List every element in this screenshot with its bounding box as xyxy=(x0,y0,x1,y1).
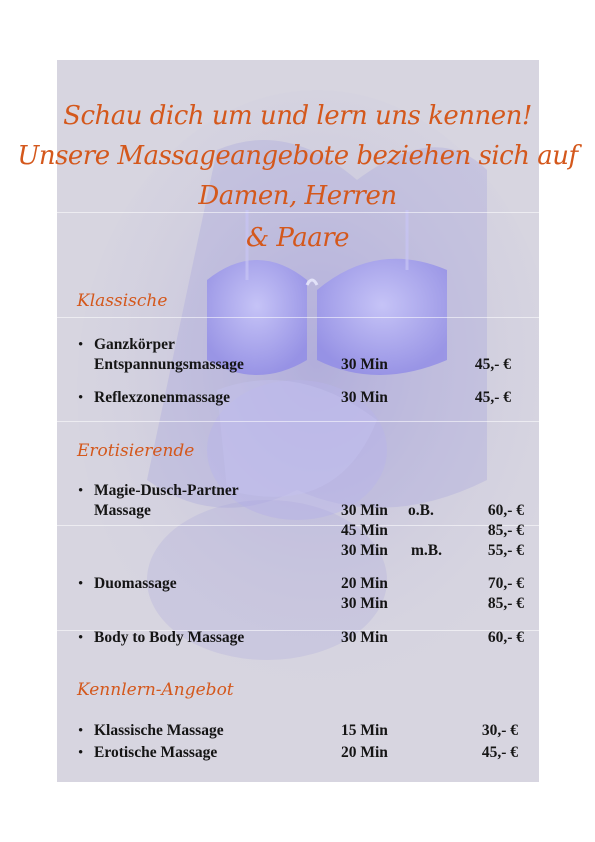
heading-line-1: Schau dich um und lern uns kennen! xyxy=(63,101,532,131)
item-duration: 15 Min xyxy=(341,722,388,739)
heading-line-3: Damen, Herren xyxy=(198,181,397,211)
item-price: 70,- € xyxy=(487,575,524,592)
item-name: Erotische Massage xyxy=(94,744,218,761)
item-note: o.B. xyxy=(408,502,434,519)
item-name: Magie-Dusch-Partner xyxy=(94,482,239,499)
divider xyxy=(57,421,539,422)
bullet-icon: • xyxy=(78,723,84,739)
item-price: 60,- € xyxy=(487,502,524,519)
item-duration: 30 Min xyxy=(341,595,388,612)
item-price: 85,- € xyxy=(487,522,524,539)
heading-line-2: Unsere Massageangebote beziehen sich auf xyxy=(17,141,578,171)
bullet-icon: • xyxy=(78,630,84,646)
item-duration: 30 Min xyxy=(341,542,388,559)
item-duration: 30 Min xyxy=(341,389,388,406)
divider xyxy=(57,212,539,213)
item-name: Body to Body Massage xyxy=(94,629,245,646)
item-name: Ganzkörper xyxy=(94,336,175,353)
item-price: 45,- € xyxy=(474,389,511,406)
item-name-cont: Entspannungsmassage xyxy=(94,356,244,373)
item-duration: 30 Min xyxy=(341,356,388,373)
item-price: 45,- € xyxy=(474,356,511,373)
item-name: Reflexzonenmassage xyxy=(94,389,231,406)
section-title-erotisierende: Erotisierende xyxy=(77,441,195,461)
heading-line-4: & Paare xyxy=(245,223,350,253)
bullet-icon: • xyxy=(78,337,84,353)
section-title-klassische: Klassische xyxy=(77,291,168,311)
item-price: 30,- € xyxy=(481,722,518,739)
item-duration: 20 Min xyxy=(341,744,388,761)
item-duration: 45 Min xyxy=(341,522,388,539)
bullet-icon: • xyxy=(78,576,84,592)
item-name: Klassische Massage xyxy=(94,722,224,739)
bullet-icon: • xyxy=(78,390,84,406)
item-duration: 20 Min xyxy=(341,575,388,592)
bullet-icon: • xyxy=(78,483,84,499)
divider xyxy=(57,317,539,318)
item-duration: 30 Min xyxy=(341,502,388,519)
item-note: m.B. xyxy=(411,542,442,559)
item-price: 60,- € xyxy=(487,629,524,646)
item-price: 45,- € xyxy=(481,744,518,761)
item-duration: 30 Min xyxy=(341,629,388,646)
item-name-cont: Massage xyxy=(94,502,151,519)
item-name: Duomassage xyxy=(94,575,177,592)
bullet-icon: • xyxy=(78,745,84,761)
section-title-kennlern: Kennlern-Angebot xyxy=(77,680,234,700)
item-price: 55,- € xyxy=(487,542,524,559)
item-price: 85,- € xyxy=(487,595,524,612)
